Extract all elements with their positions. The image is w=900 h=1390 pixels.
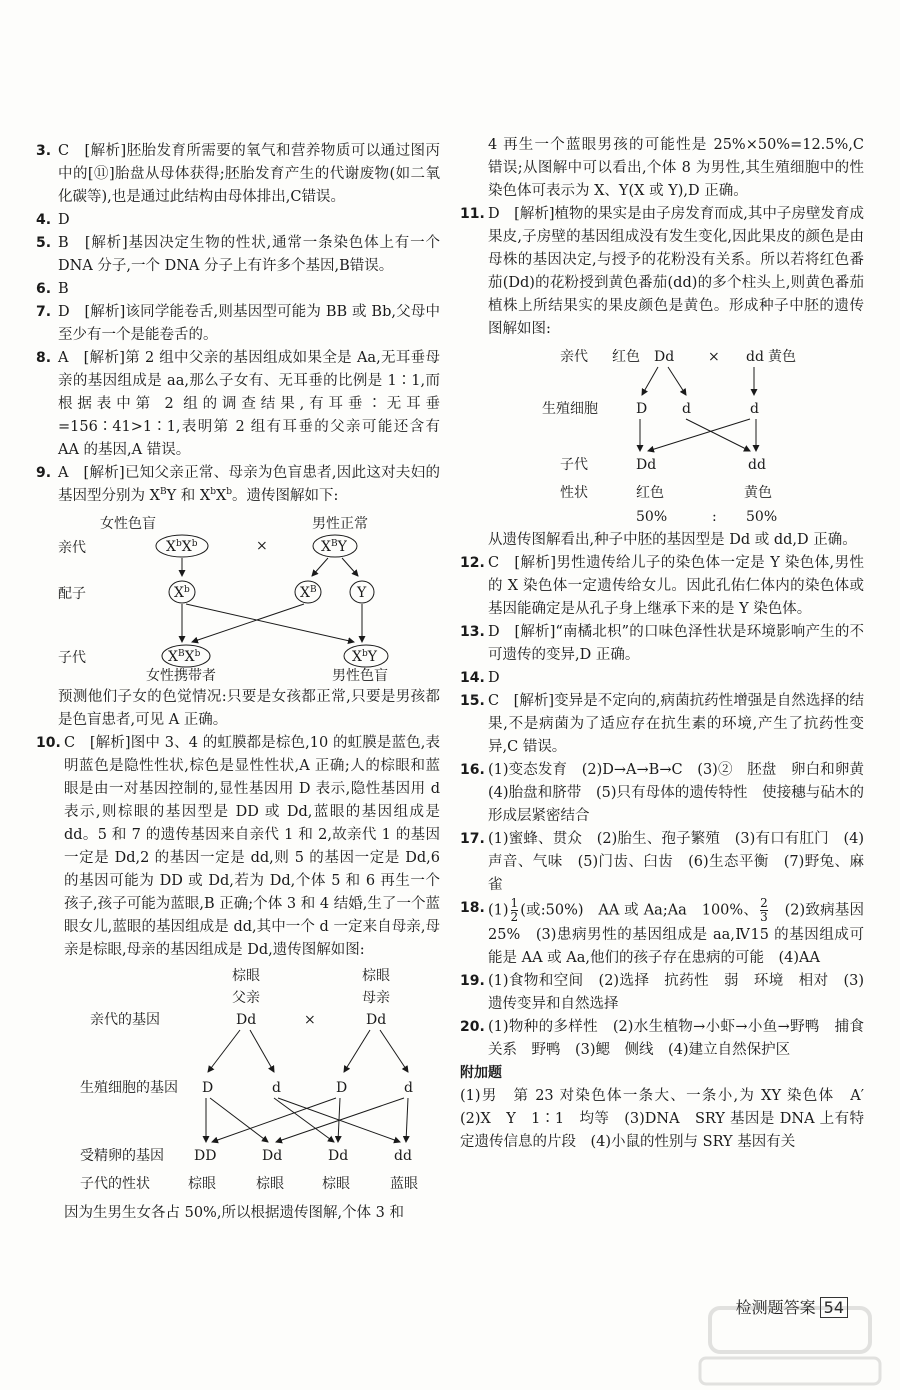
answer-8: 8. A [解析]第 2 组中父亲的基因组成如果全是 Aa,无耳垂母亲的基因组成是 aa,那么子女有、无耳垂的比例是 1∶1,而根据表中第 2 组的调查结果,有耳垂∶无耳垂=156∶41>1∶1,表明第 2 组有耳垂的父亲可能还含有 AA 的基因,A 错误。 bbox=[36, 350, 440, 458]
answer-14: 14. D bbox=[460, 670, 500, 686]
d9-child-1: $X^BX^b$ bbox=[168, 649, 201, 665]
d11-gamete-2: d bbox=[682, 401, 691, 417]
answer-15: 15. C [解析]变异是不定向的,病菌抗药性增强是自然选择的结果,不是病菌为了适应存在抗生素的环境,产生了抗药性变异,C 错误。 bbox=[460, 693, 864, 755]
answer-10-continued: 4 再生一个蓝眼男孩的可能性是 25%×50%=12.5%,C 错误;从图解中可以看出,个体 8 为男性,其生殖细胞中的性染色体可表示为 X、Y(X 或 Y),D 正确。 bbox=[488, 137, 864, 199]
d11-row-gamete: 生殖细胞 bbox=[542, 401, 598, 417]
answer-19: 19. (1)食物和空间 (2)选择 抗药性 弱 环境 相对 (3)遗传变异和自然选择 bbox=[460, 973, 864, 1012]
d10-trait-3: 棕眼 bbox=[322, 1176, 350, 1192]
d9-label-gamete: 配子 bbox=[58, 586, 86, 602]
answer-12: 12. C [解析]男性遗传给儿子的染色体一定是 Y 染色体,男性的 X 染色体一定遗传给女儿。因此孔佑仁体内的染色体或基因能确定是从孔子身上继承下来的是 Y 染色体。 bbox=[460, 555, 864, 617]
answer-10-after: 因为生男生女各占 50%,所以根据遗传图解,个体 3 和 bbox=[64, 1205, 404, 1221]
d10-row-gamete: 生殖细胞的基因 bbox=[80, 1080, 178, 1096]
answer-7: 7. D [解析]该同学能卷舌,则基因型可能为 BB 或 Bb,父母中至少有一个是能卷舌的。 bbox=[36, 304, 440, 343]
answer-11-after: 从遗传图解看出,种子中胚的基因型是 Dd 或 dd,D 正确。 bbox=[488, 532, 857, 548]
left-column bbox=[36, 132, 440, 1225]
answer-3: 3. C [解析]胚胎发育所需要的氧气和营养物质可以通过图丙中的[⑪]胎盘从母体获得;胚胎发育产生的代谢废物(如二氧化碳等),也是通过此结构由母体排出,C错误。 bbox=[36, 143, 440, 205]
d9-label-father-title: 男性正常 bbox=[312, 516, 368, 532]
d9-label-parent: 亲代 bbox=[58, 540, 86, 556]
answer-17: 17. (1)蜜蜂、贯众 (2)胎生、孢子繁殖 (3)有口有肛门 (4)声音、气味 (5)门齿、臼齿 (6)生态平衡 (7)野兔、麻雀 bbox=[460, 831, 864, 893]
d9-gamete-1: $X^b$ bbox=[174, 585, 190, 601]
bonus-answer: (1)男 第 23 对染色体一条大、一条小,为 XY 染色体 A′ (2)X Y 1∶1 均等 (3)DNA SRY 基因是 DNA 上有特定遗传信息的片段 (4)小鼠的性别与 SRY 基因有关 bbox=[460, 1088, 879, 1150]
answer-9: 9. A [解析]已知父亲正常、母亲为色盲患者,因此这对夫妇的基因型分别为 $X^BY$ 和 $X^bX^b$。遗传图解如下: bbox=[36, 465, 440, 504]
d10-trait-4: 蓝眼 bbox=[390, 1176, 418, 1192]
page-number: 54 bbox=[820, 1297, 848, 1318]
d10-cross: × bbox=[304, 1012, 316, 1028]
answer-6: 6. B bbox=[36, 281, 69, 297]
d10-zygote-4: dd bbox=[394, 1148, 412, 1164]
d10-gamete-1: D bbox=[202, 1080, 214, 1096]
d10-father-trait: 棕眼 bbox=[232, 968, 260, 984]
answer-5: 5. B [解析]基因决定生物的性状,通常一条染色体上有一个 DNA 分子,一个 DNA 分子上有许多个基因,B错误。 bbox=[36, 235, 440, 274]
answer-4: 4. D bbox=[36, 212, 70, 228]
d9-gamete-3: Y bbox=[357, 585, 367, 601]
d9-child-2: $X^bY$ bbox=[352, 649, 377, 665]
d11-percent-1: 50% bbox=[636, 509, 668, 525]
d11-child-1: Dd bbox=[636, 457, 657, 473]
d11-yellow-label: 黄色 bbox=[768, 349, 796, 365]
d11-parent-2: dd bbox=[746, 349, 764, 365]
d10-gamete-4: d bbox=[404, 1080, 413, 1096]
answer-16: 16. (1)变态发育 (2)D→A→B→C (3)② 胚盘 卵白和卵黄 (4)胎盘和脐带 (5)只有母体的遗传特性 使接穗与砧木的形成层紧密结合 bbox=[460, 762, 879, 824]
d11-gamete-1: D bbox=[636, 401, 648, 417]
d10-zygote-3: Dd bbox=[328, 1148, 349, 1164]
d9-mother-genotype: $X^bX^b$ bbox=[166, 539, 198, 555]
d10-trait-2: 棕眼 bbox=[256, 1176, 284, 1192]
d10-parent-2: Dd bbox=[366, 1012, 387, 1028]
d11-trait-2: 黄色 bbox=[744, 485, 772, 501]
answer-9-after: 预测他们子女的色觉情况:只要是女孩都正常,只要是男孩都是色盲患者,可见 A 正确。 bbox=[58, 689, 440, 728]
d10-row-trait: 子代的性状 bbox=[80, 1176, 150, 1192]
watermark-logo bbox=[690, 1300, 890, 1390]
answer-11: 11. D [解析]植物的果实是由子房发育而成,其中子房壁发育成果皮,子房壁的基因组成没有发生变化,因此果皮的颜色是由母株的基因决定,与授予的花粉没有关系。所以若将红色番茄(Dd)的花粉授到黄色番茄(dd)的多个柱头上,则黄色番茄植株上所结果实的果皮颜色是黄色。形成种子中胚的遗传图解如图: bbox=[460, 206, 864, 337]
d11-child-2: dd bbox=[748, 457, 766, 473]
tomato-inheritance-diagram bbox=[460, 345, 864, 525]
d9-label-mother-title: 女性色盲 bbox=[100, 516, 156, 532]
d10-gamete-3: D bbox=[336, 1080, 348, 1096]
answer-13: 13. D [解析]“南橘北枳”的口味色泽性状是环境影响产生的不可遗传的变异,D 正确。 bbox=[460, 624, 864, 663]
d11-red-label: 红色 bbox=[612, 349, 640, 365]
d10-row-parent: 亲代的基因 bbox=[90, 1012, 160, 1028]
d10-zygote-1: DD bbox=[194, 1148, 217, 1164]
d10-mother-label: 母亲 bbox=[362, 990, 390, 1006]
d9-label-child: 子代 bbox=[58, 650, 86, 666]
bonus-title: 附加题 bbox=[460, 1065, 502, 1081]
d9-father-genotype: $X^BY$ bbox=[321, 539, 347, 555]
d10-father-label: 父亲 bbox=[232, 990, 260, 1006]
d11-parent-1: Dd bbox=[654, 349, 675, 365]
d11-ratio-colon: : bbox=[712, 509, 717, 525]
d9-cross: × bbox=[256, 538, 268, 554]
d10-trait-1: 棕眼 bbox=[188, 1176, 216, 1192]
d9-child-2-label: 男性色盲 bbox=[332, 668, 388, 682]
d10-row-zygote: 受精卵的基因 bbox=[80, 1148, 164, 1164]
d10-parent-1: Dd bbox=[236, 1012, 257, 1028]
answer-20: 20. (1)物种的多样性 (2)水生植物→小虾→小鱼→野鸭 捕食关系 野鸭 (3)鳃 侧线 (4)建立自然保护区 bbox=[460, 1019, 864, 1058]
d11-trait-1: 红色 bbox=[636, 485, 664, 501]
eye-color-inheritance-diagram bbox=[36, 966, 440, 1198]
d11-gamete-3: d bbox=[750, 401, 759, 417]
right-column bbox=[460, 132, 879, 1154]
fraction-one-half: $\frac{1}{2}$ bbox=[510, 896, 519, 924]
footer-label: 检测题答案 bbox=[735, 1298, 816, 1317]
d11-row-trait: 性状 bbox=[560, 485, 588, 501]
d11-percent-2: 50% bbox=[746, 509, 778, 525]
answer-10: 10. C [解析]图中 3、4 的虹膜都是棕色,10 的虹膜是蓝色,表明蓝色是隐性性状,棕色是显性性状,A 正确;人的棕眼和蓝眼是由一对基因控制的,显性基因用 D 表示,隐性基因用 d 表示,则棕眼的基因型是 DD 或 Dd,蓝眼的基因组成是 dd。5 和 7 的遗传基因来自亲代 1 和 2,故亲代 1 的基因一定是 Dd,2 的基因一定是 dd,则 5 的基因一定是 Dd,6 的基因可能为 DD 或 Dd,若为 Dd,个体 5 和 6 再生一个孩子,孩子可能为蓝眼,B 正确;个体 3 和 4 结婚,生了一个蓝眼女儿,蓝眼的基因组成是 dd,其中一个 d 一定来自母亲,母亲是棕眼,母亲的基因组成是 Dd,遗传图解如图: bbox=[36, 735, 440, 958]
colorblind-inheritance-diagram bbox=[36, 512, 440, 682]
d11-row-child: 子代 bbox=[560, 457, 588, 473]
d9-gamete-2: $X^B$ bbox=[300, 585, 317, 601]
d11-cross: × bbox=[708, 349, 720, 365]
d10-zygote-2: Dd bbox=[262, 1148, 283, 1164]
d11-row-parent: 亲代 bbox=[560, 349, 588, 365]
d10-gamete-2: d bbox=[272, 1080, 281, 1096]
answer-18: 18. (1) $\frac{1}{2}$ (或:50%) AA 或 Aa;Aa 100%、 $\frac{2}{3}$ (2)致病基因 25% (3)患病男性的基因组成是 aa,Ⅳ15 的基因组成可能是 AA 或 Aa,他们的孩子存在患病的可能 (4)AA bbox=[460, 896, 879, 966]
d9-child-1-label: 女性携带者 bbox=[146, 668, 216, 682]
fraction-two-thirds: $\frac{2}{3}$ bbox=[760, 896, 768, 924]
d10-mother-trait: 棕眼 bbox=[362, 968, 390, 984]
